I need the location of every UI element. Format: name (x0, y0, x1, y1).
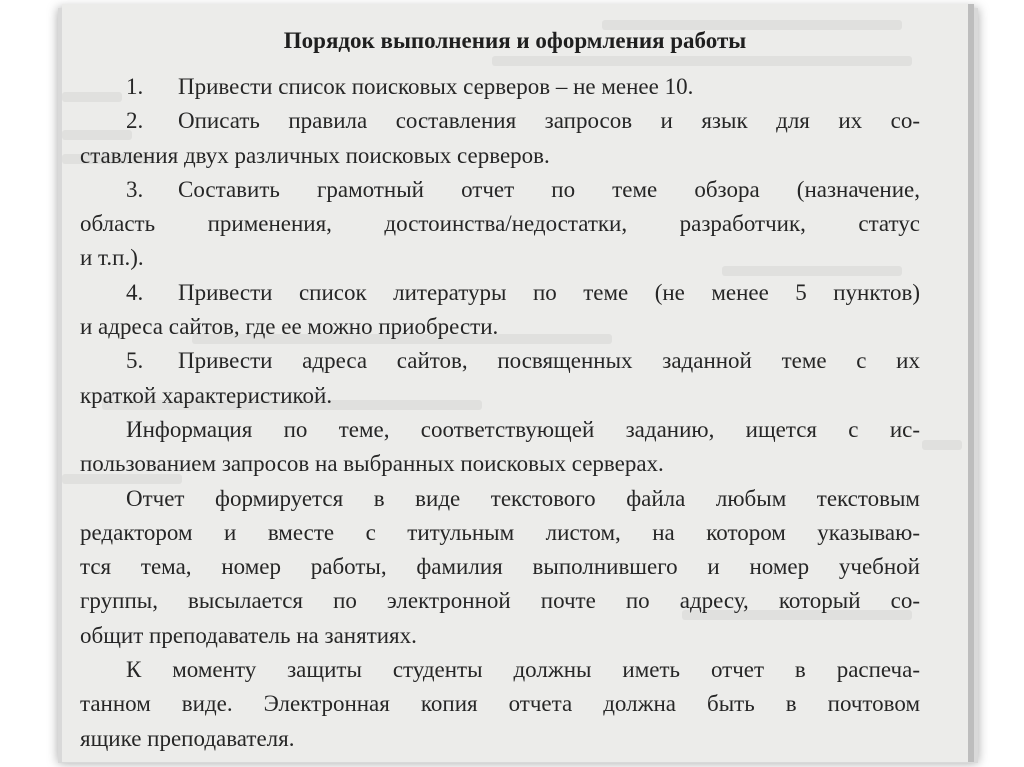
list-item-text: Привести список поисковых серверов – не менее 10. (178, 74, 694, 99)
paragraph-3-line: танном виде. Электронная копия отчета должна быть в почтовом (80, 691, 920, 717)
list-item-3-continuation: и т.п.). (80, 245, 144, 271)
paragraph-2-line: редактором и вместе с титульным листом, на котором указываю- (80, 519, 920, 545)
paragraph-2-line: группы, высылается по электронной почте по адресу, который со- (80, 588, 920, 614)
list-item-number: 5. (126, 348, 144, 374)
paragraph-3-line: К моменту защиты студенты должны иметь отчет в распеча- (126, 657, 920, 683)
list-item-text: Составить грамотный отчет по теме обзора (назначение, (178, 176, 920, 202)
list-item-4 (80, 276, 920, 310)
list-item-5 (80, 344, 920, 378)
list-item-number: 4. (126, 279, 144, 305)
paragraph-1-line: пользованием запросов на выбранных поисковых серверах. (80, 451, 664, 477)
paragraph-2-line: Отчет формируется в виде текстового файла любым текстовым (126, 485, 920, 511)
list-item-5-continuation: краткой характеристикой. (80, 382, 333, 408)
list-item-text: Описать правила составления запросов и язык для их со- (178, 108, 920, 134)
scanned-page (62, 4, 974, 762)
list-item-4-continuation: и адреса сайтов, где ее можно приобрести. (80, 314, 499, 340)
paragraph-2-line: общит преподаватель на занятиях. (80, 622, 417, 648)
list-item-number: 3. (126, 176, 144, 202)
list-item-text: Привести адреса сайтов, посвященных заданной теме с их (178, 348, 920, 374)
paragraph-2-line: тся тема, номер работы, фамилия выполнившего и номер учебной (80, 554, 920, 580)
paragraph-1-line: Информация по теме, соответствующей заданию, ищется с ис- (126, 416, 920, 442)
list-item-2-continuation: ставления двух различных поисковых серверов. (80, 142, 550, 168)
list-item-text: Привести список литературы по теме (не менее 5 пунктов) (178, 279, 920, 305)
list-item-1 (80, 70, 920, 104)
document-title: Порядок выполнения и оформления работы (283, 28, 747, 53)
list-item-3-continuation: область применения, достоинства/недостатки, разработчик, статус (80, 211, 920, 237)
list-item-2 (80, 104, 920, 138)
list-item-3 (80, 173, 920, 207)
list-item-number: 1. (126, 74, 144, 99)
paragraph-3-line: ящике преподавателя. (80, 725, 295, 751)
list-item-number: 2. (126, 108, 144, 134)
document-body (80, 70, 920, 756)
